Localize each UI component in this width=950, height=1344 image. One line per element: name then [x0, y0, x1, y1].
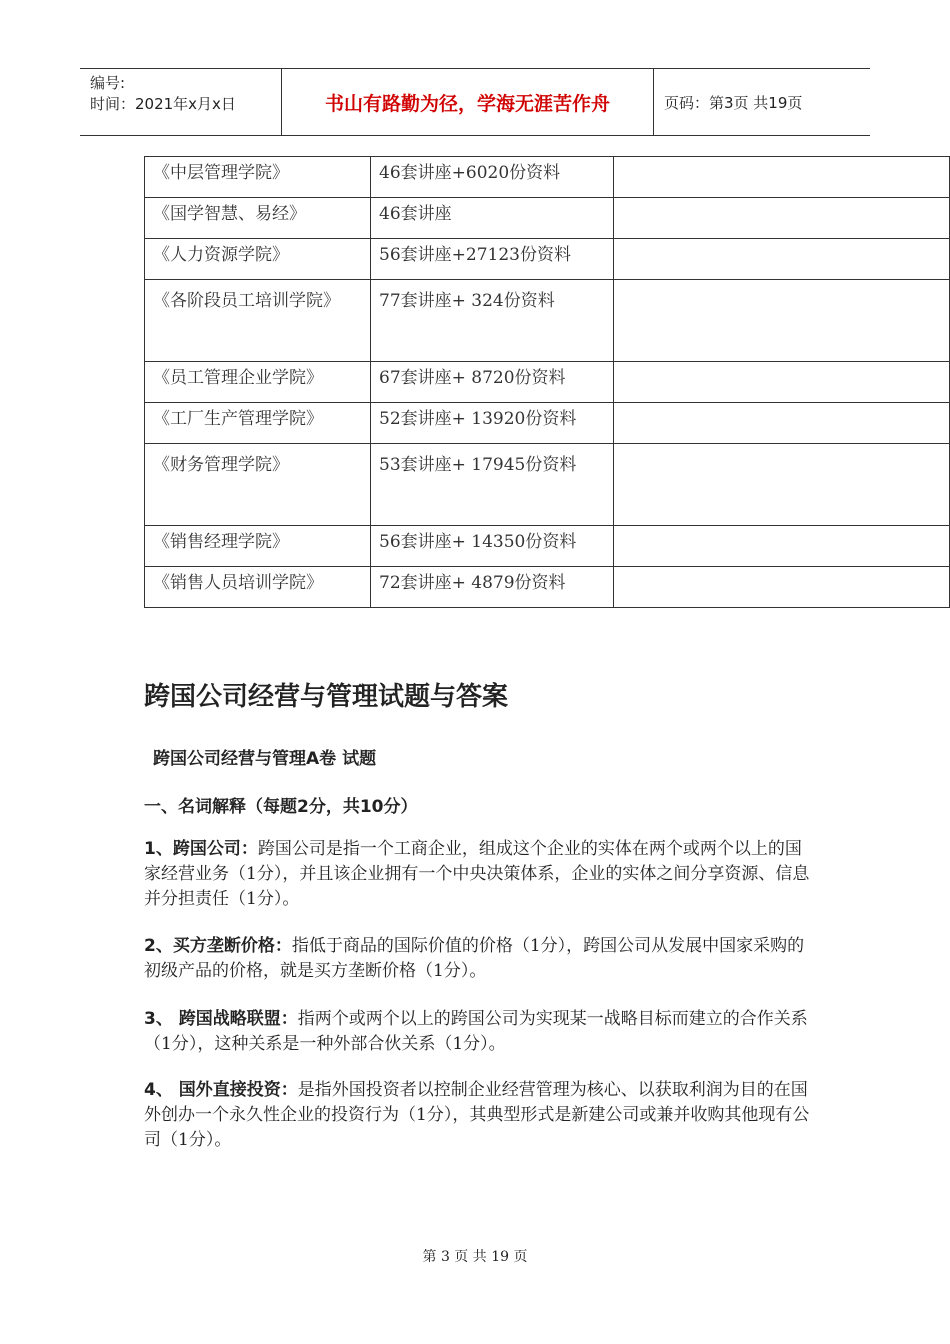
row-name: 《财务管理学院》	[145, 444, 371, 526]
row-note	[614, 567, 950, 608]
row-content: 46套讲座+6020份资料	[371, 157, 614, 198]
header-page-info: 页码：第3页 共19页	[664, 93, 803, 112]
table-row	[145, 198, 950, 239]
row-content: 72套讲座+ 4879份资料	[371, 567, 614, 608]
row-note	[614, 198, 950, 239]
table-row	[145, 239, 950, 280]
row-name: 《销售人员培训学院》	[145, 567, 371, 608]
header-motto: 书山有路勤为径，学海无涯苦作舟	[324, 92, 610, 115]
page-footer: 第 3 页 共 19 页	[422, 1249, 528, 1265]
row-note	[614, 157, 950, 198]
row-name: 《工厂生产管理学院》	[145, 403, 371, 444]
definition-term: 2、买方垄断价格：	[144, 936, 292, 956]
table-row	[145, 362, 950, 403]
row-note	[614, 239, 950, 280]
table-row	[145, 403, 950, 444]
row-content: 56套讲座+27123份资料	[371, 239, 614, 280]
row-note	[614, 526, 950, 567]
row-content: 67套讲座+ 8720份资料	[371, 362, 614, 403]
row-content: 46套讲座	[371, 198, 614, 239]
row-name: 《各阶段员工培训学院》	[145, 280, 371, 362]
definition-text: 跨国公司是指一个工商企业，组成这个企业的实体在两个或两个以上的国家经营业务（1分），并且该企业拥有一个中央决策体系，企业的实体之间分享资源、信息并分担责任（1分）。	[144, 839, 810, 909]
table-row	[145, 567, 950, 608]
row-name: 《销售经理学院》	[145, 526, 371, 567]
header-meta	[80, 69, 282, 135]
row-content: 56套讲座+ 14350份资料	[371, 526, 614, 567]
definition-text: 指低于商品的国际价值的价格（1分），跨国公司从发展中国家采购的初级产品的价格，就是买方垄断价格（1分）。	[144, 936, 805, 981]
definition-text: 指两个或两个以上的跨国公司为实现某一战略目标而建立的合作关系（1分），这种关系是一种外部合伙关系（1分）。	[144, 1009, 808, 1054]
row-content: 77套讲座+ 324份资料	[371, 280, 614, 362]
header-motto-cell	[282, 69, 654, 135]
document-title: 跨国公司经营与管理试题与答案	[144, 682, 509, 712]
resource-table	[144, 156, 950, 608]
definition-term: 3、 跨国战略联盟：	[144, 1009, 298, 1029]
row-name: 《国学智慧、易经》	[145, 198, 371, 239]
table-row	[145, 444, 950, 526]
table-row	[145, 526, 950, 567]
table-row	[145, 280, 950, 362]
row-name: 《中层管理学院》	[145, 157, 371, 198]
definition-term: 1、跨国公司：	[144, 839, 258, 859]
row-note	[614, 362, 950, 403]
row-note	[614, 280, 950, 362]
definition-item	[144, 1078, 812, 1153]
number-label: 编号:	[90, 74, 126, 92]
definition-text: 是指外国投资者以控制企业经营管理为核心、以获取利润为目的在国外创办一个永久性企业的投资行为（1分），其典型形式是新建公司或兼并收购其他现有公司（1分）。	[144, 1080, 810, 1150]
section-heading: 一、名词解释（每题2分，共10分）	[144, 797, 418, 817]
definition-item	[144, 934, 812, 984]
row-note	[614, 403, 950, 444]
exam-subtitle: 跨国公司经营与管理A卷 试题	[153, 749, 377, 769]
row-content: 53套讲座+ 17945份资料	[371, 444, 614, 526]
definition-term: 4、 国外直接投资：	[144, 1080, 298, 1100]
page-header	[80, 68, 870, 136]
row-content: 52套讲座+ 13920份资料	[371, 403, 614, 444]
definition-item	[144, 1007, 812, 1057]
row-note	[614, 444, 950, 526]
row-name: 《员工管理企业学院》	[145, 362, 371, 403]
table-row	[145, 157, 950, 198]
definition-item	[144, 837, 812, 912]
row-name: 《人力资源学院》	[145, 239, 371, 280]
time-label: 时间：2021年x月x日	[90, 95, 236, 113]
